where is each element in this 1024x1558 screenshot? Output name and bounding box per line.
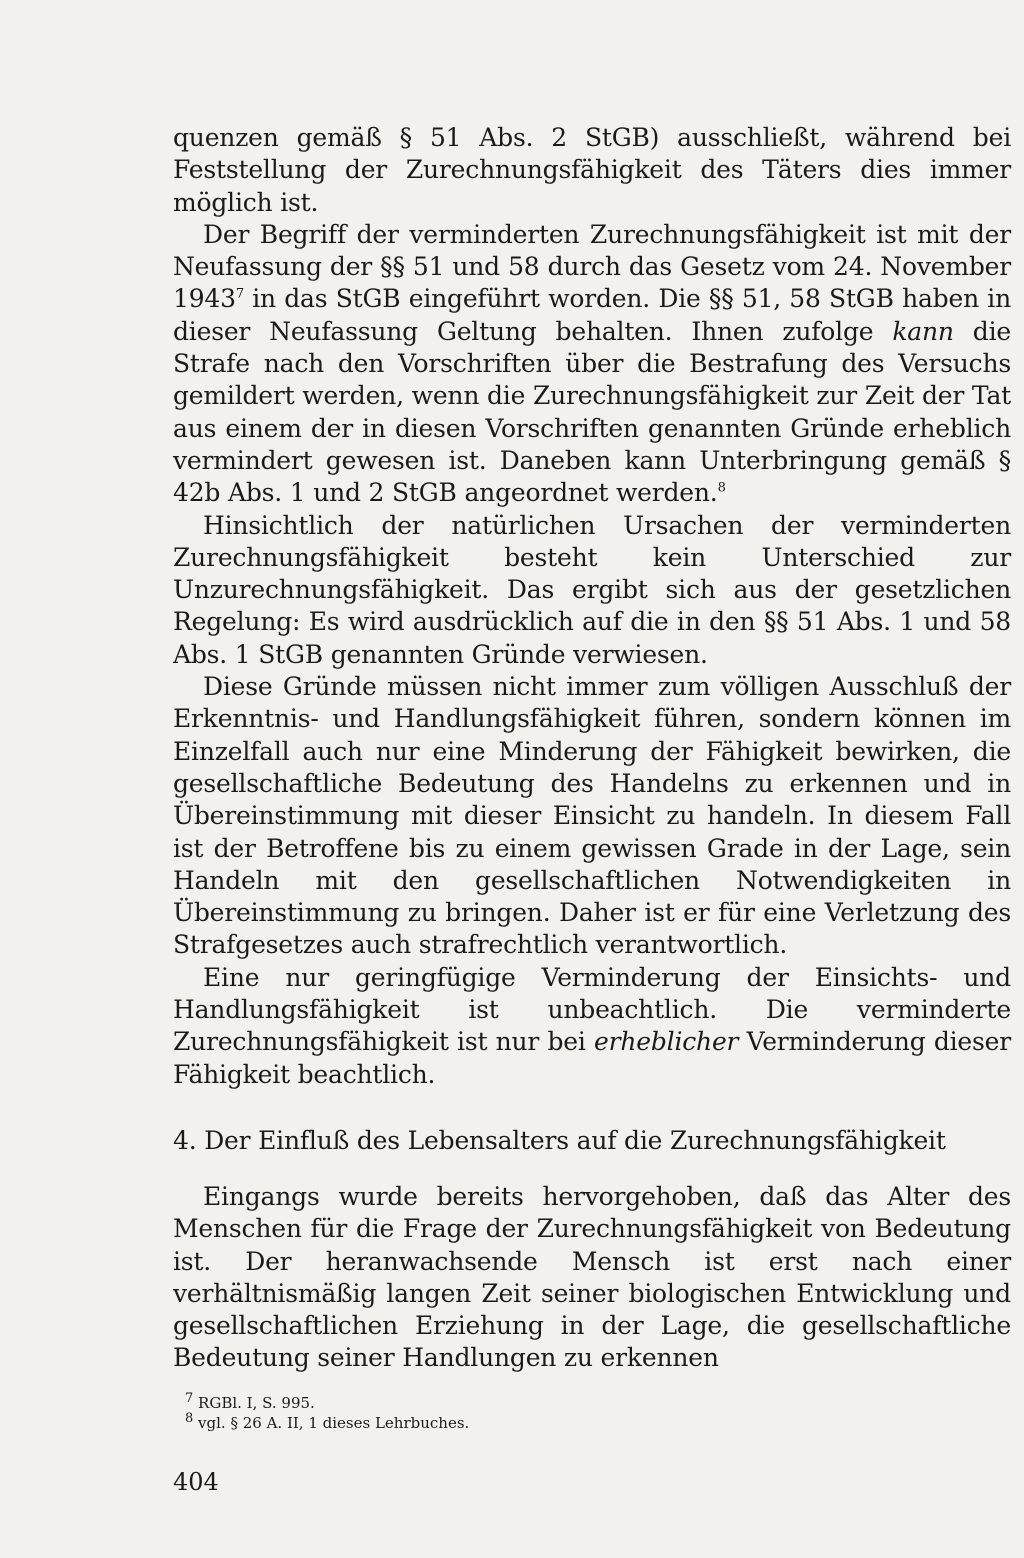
paragraph-5 [173, 962, 1011, 1091]
footnote-mark-8: 8 [185, 1410, 194, 1426]
paragraph-3: Hinsichtlich der natürlichen Ursachen der verminderten Zurechnungsfähigkeit besteht kein Unterschied zur Unzurechnungsfähigkeit. Das ergibt sich aus der gesetzlichen Regelung: Es wird ausdrücklich auf die in den §§ 51 Abs. 1 und 58 Abs. 1 StGB genannten Gründe verwiesen. [173, 510, 1011, 669]
footnote-text-7: RGBl. I, S. 995. [193, 1393, 315, 1412]
paragraph-2-text-a: Der Begriff der verminderten Zurechnungsfähigkeit ist mit der Neufassung der §§ 51 und 58 durch das Gesetz vom 24. November 1943 [173, 219, 1011, 314]
section-paragraph: Eingangs wurde bereits hervorgehoben, daß das Alter des Menschen für die Frage der Zurechnungsfähigkeit von Bedeutung ist. Der heranwachsende Mensch ist erst nach einer verhältnismäßig langen Zeit seiner biologischen Entwicklung und gesellschaftlichen Erziehung in der Lage, die gesellschaftliche Bedeutung seiner Handlungen zu erkennen [173, 1181, 1011, 1373]
paragraph-2-text-b: in das StGB eingeführt worden. Die §§ 51, 58 StGB haben in dieser Neufassung Geltung behalten. Ihnen zufolge [173, 284, 1011, 346]
paragraph-5-text-a: Eine nur geringfügige Verminderung der Einsichts- und Handlungsfähigkeit ist unbeachtlich. Die verminderte Zurechnungsfähigkeit ist nur bei [173, 962, 1011, 1057]
footnote-8 [185, 1410, 1011, 1433]
footnote-mark-7: 7 [185, 1390, 194, 1406]
paragraph-5-emphasis: erheblicher [594, 1027, 739, 1057]
paragraph-5-text-b: Verminderung dieser Fähigkeit beachtlich. [173, 1027, 1011, 1089]
paragraph-1: quenzen gemäß § 51 Abs. 2 StGB) ausschließt, während bei Feststellung der Zurechnungsfähigkeit des Täters dies immer möglich ist. [173, 123, 1011, 217]
paragraph-4: Diese Gründe müssen nicht immer zum völligen Ausschluß der Erkenntnis- und Handlungsfähigkeit führen, sondern können im Einzelfall auch nur eine Minderung der Fähigkeit bewirken, die gesellschaftliche Bedeutung des Handelns zu erkennen und in Übereinstimmung mit dieser Einsicht zu handeln. In diesem Fall ist der Betroffene bis zu einem gewissen Grade in der Lage, sein Handeln mit den gesellschaftlichen Notwendigkeiten in Übereinstimmung zu bringen. Daher ist er für eine Verletzung des Strafgesetzes auch strafrechtlich verantwortlich. [173, 672, 1011, 960]
paragraph-2-emphasis: kann [892, 316, 954, 346]
page-number: 404 [173, 1467, 219, 1496]
footnote-text-8: vgl. § 26 A. II, 1 dieses Lehrbuches. [193, 1413, 470, 1432]
paragraph-2-text-c: die Strafe nach den Vorschriften über die Bestrafung des Versuchs gemildert werden, wenn die Zurechnungsfähigkeit zur Zeit der Tat aus einem der in diesen Vorschriften genannten Gründe erheblich vermindert gewesen ist. Daneben kann Unterbringung gemäß § 42b Abs. 1 und 2 StGB angeordnet werden. [173, 316, 1011, 508]
footnote-7 [185, 1390, 1011, 1413]
page-content [173, 122, 1011, 1497]
footnotes [173, 1390, 1011, 1433]
section-heading: 4. Der Einfluß des Lebensalters auf die Zurechnungsfähigkeit [173, 1125, 946, 1155]
footnote-ref-7: 7 [235, 287, 244, 303]
footnote-ref-8: 8 [717, 480, 726, 496]
paragraph-2 [173, 219, 1011, 510]
